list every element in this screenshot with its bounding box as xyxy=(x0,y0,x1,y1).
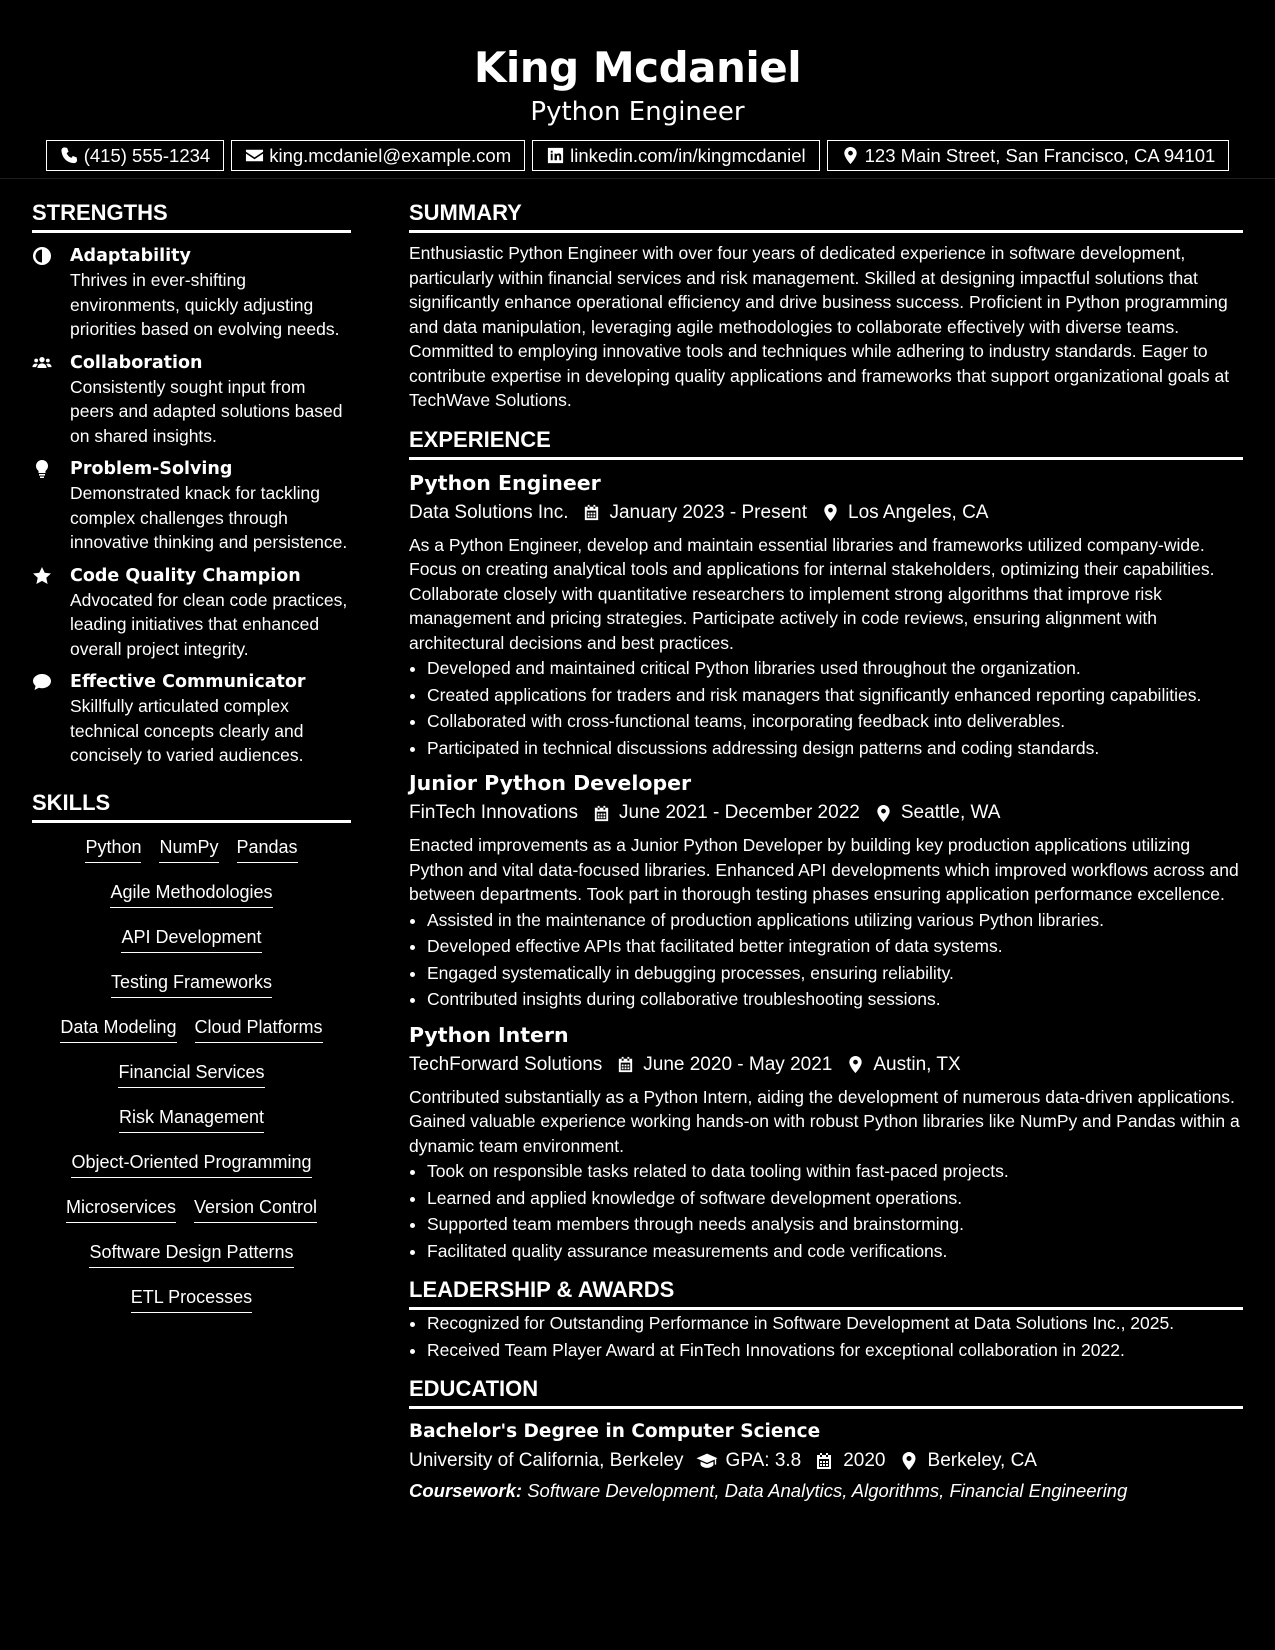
skill-tag: Software Design Patterns xyxy=(89,1240,293,1268)
map-pin-icon xyxy=(841,146,860,165)
job-bullets xyxy=(409,1159,1243,1263)
skill-tag: Microservices xyxy=(66,1195,176,1223)
skill-tag: Risk Management xyxy=(119,1105,264,1133)
skill-tag: Object-Oriented Programming xyxy=(71,1150,311,1178)
strength-title: Code Quality Champion xyxy=(70,565,301,586)
strength-desc: Skillfully articulated complex technical concepts clearly and concisely to varied audiences. xyxy=(70,696,304,765)
job-company: FinTech Innovations xyxy=(409,802,578,823)
calendar-icon xyxy=(616,1055,635,1074)
skill-tag: Testing Frameworks xyxy=(111,970,272,998)
bullet-item: • Collaborated with cross-functional teams, incorporating feedback into deliverables. xyxy=(427,709,1243,734)
strength-item xyxy=(32,564,351,662)
award-item: • Received Team Player Award at FinTech Innovations for exceptional collaboration in 2022. xyxy=(427,1338,1243,1363)
awards-heading: LEADERSHIP & AWARDS xyxy=(409,1277,1243,1310)
summary-text: Enthusiastic Python Engineer with over four years of dedicated experience in software development, particularly within financial services and risk management. Skilled at designing impactful solutions that significantly enhance operational efficiency and drive business success. Proficient in Python programming and data manipulation, leveraging agile methodologies to collaborate effectively with diverse teams. Committed to employing innovative tools and techniques while adhering to industry standards. Eager to contribute expertise in developing quality applications and frameworks that support organizational goals at TechWave Solutions. xyxy=(409,243,1230,410)
phone-icon xyxy=(60,146,79,165)
experience-heading: EXPERIENCE xyxy=(409,427,1243,460)
skill-row xyxy=(111,970,272,1015)
job-meta xyxy=(409,500,1243,526)
bullet-item: • Took on responsible tasks related to data tooling within fast-paced projects. xyxy=(427,1159,1243,1184)
strength-item xyxy=(32,244,351,342)
job-company: Data Solutions Inc. xyxy=(409,501,569,523)
job-location: Seattle, WA xyxy=(900,802,1001,823)
bullet-item: • Learned and applied knowledge of software development operations. xyxy=(427,1186,1243,1211)
candidate-title: Python Engineer xyxy=(530,97,745,127)
skill-row xyxy=(89,1240,293,1285)
education-year: 2020 xyxy=(843,1450,886,1471)
bullet-item: • Developed and maintained critical Python libraries used throughout the organization. xyxy=(427,656,1243,681)
skill-tag: Version Control xyxy=(194,1195,317,1223)
bullet-item: • Facilitated quality assurance measurements and code verifications. xyxy=(427,1239,1243,1264)
strength-desc: Thrives in ever-shifting environments, quickly adjusting priorities based on evolving needs. xyxy=(70,270,340,339)
strength-item xyxy=(32,670,351,768)
half-circle-icon xyxy=(32,246,52,266)
graduation-cap-icon xyxy=(696,1451,718,1471)
job-title: Python Intern xyxy=(409,1022,569,1047)
map-pin-icon xyxy=(821,503,840,522)
job-entry xyxy=(409,770,1243,1012)
job-bullets xyxy=(409,656,1243,760)
contact-address[interactable] xyxy=(827,140,1230,171)
candidate-name: King Mcdaniel xyxy=(473,43,802,92)
map-pin-icon xyxy=(846,1055,865,1074)
coursework-label: Coursework: xyxy=(409,1480,523,1501)
users-icon xyxy=(32,353,52,373)
bullet-item: • Developed effective APIs that facilitated better integration of data systems. xyxy=(427,934,1243,959)
left-column xyxy=(32,179,351,1504)
education-meta xyxy=(409,1448,1243,1474)
bullet-item: • Contributed insights during collaborative troubleshooting sessions. xyxy=(427,987,1243,1012)
job-description: Enacted improvements as a Junior Python Developer by building key production applications utilizing Python and vital data-focused libraries. Enhanced API developments which improved workflows across and between departments. Took part in thorough testing phases ensuring application performance excellence. xyxy=(409,835,1239,904)
skill-row xyxy=(85,835,297,880)
job-meta xyxy=(409,800,1243,826)
skill-tag: ETL Processes xyxy=(131,1285,252,1313)
skill-row xyxy=(121,925,261,970)
job-dates: June 2021 - December 2022 xyxy=(619,802,860,823)
comment-icon xyxy=(32,672,52,692)
skill-row xyxy=(118,1060,264,1105)
job-description: As a Python Engineer, develop and maintain essential libraries and frameworks utilized company-wide. Focus on creating analytical tools and applications for internal stakeholders, optimizing their capabilities. Collaborate closely with quantitative researchers to implement strong algorithms that improve risk management and pricing strategies. Participate actively in code reviews, ensuring alignment with architectural decisions and best practices. xyxy=(409,534,1215,653)
skill-row xyxy=(60,1015,322,1060)
job-entry xyxy=(409,470,1243,761)
calendar-icon xyxy=(592,804,611,823)
strengths-heading: STRENGTHS xyxy=(32,200,351,233)
contact-linkedin[interactable] xyxy=(532,140,819,171)
lightbulb-icon xyxy=(32,459,52,479)
skill-tag: Financial Services xyxy=(118,1060,264,1088)
job-title: Python Engineer xyxy=(409,470,601,495)
skill-row xyxy=(119,1105,264,1150)
bullet-item: • Assisted in the maintenance of production applications utilizing various Python libraries. xyxy=(427,908,1243,933)
linkedin-text: linkedin.com/in/kingmcdaniel xyxy=(570,144,806,166)
strength-desc: Consistently sought input from peers and adapted solutions based on shared insights. xyxy=(70,376,343,446)
linkedin-icon xyxy=(546,146,565,165)
job-bullets xyxy=(409,908,1243,1012)
strength-title: Effective Communicator xyxy=(70,672,306,692)
address-text: 123 Main Street, San Francisco, CA 94101 xyxy=(864,144,1216,166)
phone-text: (415) 555-1234 xyxy=(83,144,211,166)
skill-row xyxy=(131,1285,252,1330)
calendar-icon xyxy=(582,503,601,522)
job-title: Junior Python Developer xyxy=(409,771,692,795)
education-location: Berkeley, CA xyxy=(927,1450,1037,1471)
skill-tag: NumPy xyxy=(159,835,218,863)
strength-item xyxy=(32,457,351,555)
summary-heading: SUMMARY xyxy=(409,200,1243,233)
job-location: Los Angeles, CA xyxy=(848,501,989,523)
star-icon xyxy=(32,566,52,586)
coursework xyxy=(409,1478,1243,1504)
job-description: Contributed substantially as a Python Intern, aiding the development of numerous data-driven applications. Gained valuable experience working hands-on with robust Python libraries like NumPy and Pandas within a dynamic team environment. xyxy=(409,1086,1240,1156)
job-entry xyxy=(409,1022,1243,1264)
awards-list xyxy=(409,1311,1243,1362)
bullet-item: • Supported team members through needs analysis and brainstorming. xyxy=(427,1212,1243,1237)
job-dates: June 2020 - May 2021 xyxy=(643,1053,833,1075)
skill-tag: Python xyxy=(85,835,141,863)
job-location: Austin, TX xyxy=(873,1053,961,1075)
coursework-list: Software Development, Data Analytics, Algorithms, Financial Engineering xyxy=(527,1480,1128,1501)
bullet-item: • Created applications for traders and risk managers that significantly enhanced reporting capabilities. xyxy=(427,683,1243,708)
education-heading: EDUCATION xyxy=(409,1376,1243,1409)
bullet-item: • Participated in technical discussions addressing design patterns and coding standards. xyxy=(427,736,1243,761)
education-degree: Bachelor's Degree in Computer Science xyxy=(409,1421,821,1442)
award-item: • Recognized for Outstanding Performance in Software Development at Data Solutions Inc., 2025. xyxy=(427,1311,1243,1336)
resume-header xyxy=(0,0,1275,179)
email-text: king.mcdaniel@example.com xyxy=(269,144,512,166)
envelope-icon xyxy=(245,146,264,165)
contact-email[interactable] xyxy=(231,140,525,171)
map-pin-icon xyxy=(898,1451,920,1471)
education-gpa: GPA: 3.8 xyxy=(725,1450,802,1471)
skill-tag: Data Modeling xyxy=(60,1015,176,1043)
bullet-item: • Engaged systematically in debugging processes, ensuring reliability. xyxy=(427,961,1243,986)
strength-desc: Advocated for clean code practices, leading initiatives that enhanced overall project integrity. xyxy=(70,589,348,659)
right-column xyxy=(409,179,1243,1504)
skill-tag: Cloud Platforms xyxy=(195,1015,323,1043)
job-company: TechForward Solutions xyxy=(409,1053,603,1075)
map-pin-icon xyxy=(874,804,893,823)
skill-tag: API Development xyxy=(121,925,261,953)
contact-bar xyxy=(0,140,1275,171)
job-meta xyxy=(409,1052,1243,1078)
contact-phone[interactable] xyxy=(46,140,225,171)
strength-desc: Demonstrated knack for tackling complex challenges through innovative thinking and persistence. xyxy=(70,483,348,552)
skill-row xyxy=(71,1150,311,1195)
skill-tag: Pandas xyxy=(237,835,298,863)
strength-title: Adaptability xyxy=(70,246,191,266)
skills-list xyxy=(32,835,351,1330)
resume-body xyxy=(0,179,1275,1504)
strength-title: Collaboration xyxy=(70,352,203,373)
job-dates: January 2023 - Present xyxy=(609,501,807,523)
skills-heading: SKILLS xyxy=(32,790,351,823)
skill-row xyxy=(110,880,272,925)
calendar-icon xyxy=(813,1451,835,1471)
strength-item xyxy=(32,351,351,449)
skill-row xyxy=(66,1195,317,1240)
education-school: University of California, Berkeley xyxy=(409,1450,684,1471)
strength-title: Problem-Solving xyxy=(70,459,233,479)
skill-tag: Agile Methodologies xyxy=(110,880,272,908)
